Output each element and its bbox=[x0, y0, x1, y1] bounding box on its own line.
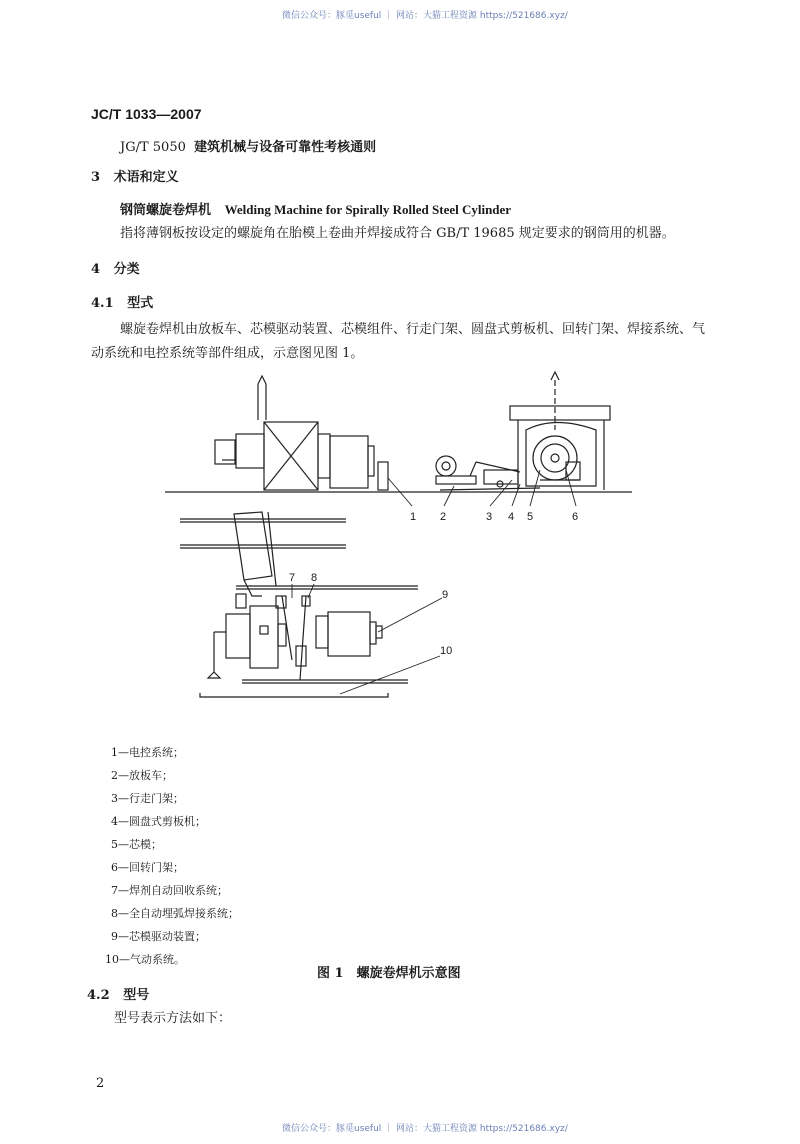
callout-1: 1 bbox=[410, 511, 417, 523]
callout-4: 4 bbox=[508, 511, 515, 523]
section-3-title: 术语和定义 bbox=[113, 170, 179, 185]
callout-7: 7 bbox=[289, 572, 296, 584]
section-4-1-paragraph-line-1: 螺旋卷焊机由放板车、芯模驱动装置、芯模组件、行走门架、圆盘式剪板机、回转门架、焊接系统、气 bbox=[120, 322, 706, 337]
legend-item: 9—芯模驱动装置； bbox=[111, 930, 206, 943]
plan-view-core-mold-drive bbox=[208, 606, 382, 678]
section-4-2-paragraph: 型号表示方法如下： bbox=[114, 1011, 232, 1026]
plan-view-rails bbox=[180, 519, 418, 683]
callout-2: 2 bbox=[440, 511, 447, 523]
callout-8: 8 bbox=[311, 572, 318, 584]
legend-item: 2—放板车； bbox=[111, 769, 173, 782]
callout-6: 6 bbox=[572, 511, 579, 523]
reference-code: JG/T 5050 bbox=[120, 140, 186, 155]
callout-3: 3 bbox=[486, 511, 493, 523]
legend-item: 1—电控系统； bbox=[111, 746, 184, 759]
legend-item: 6—回转门架； bbox=[111, 861, 184, 874]
section-4-2-heading bbox=[87, 984, 149, 1003]
core-mold-drive-elevation bbox=[215, 376, 388, 490]
legend-item: 10—气动系统。 bbox=[105, 953, 185, 966]
section-4-1-title: 型式 bbox=[127, 296, 154, 311]
section-3-number: 3 bbox=[91, 170, 101, 185]
section-4-2-number: 4.2 bbox=[87, 988, 110, 1003]
document-id: JC/T 1033—2007 bbox=[91, 106, 202, 122]
section-4-1-paragraph-line-2: 动系统和电控系统等部件组成，示意图见图 1。 bbox=[91, 346, 364, 361]
reference-title: 建筑机械与设备可靠性考核通则 bbox=[194, 140, 377, 155]
callout-10: 10 bbox=[440, 645, 453, 657]
watermark-top: 微信公众号：豚觅useful ｜ 网站：大猫工程资源 https://521686.xyz/ bbox=[282, 11, 568, 21]
legend-item: 7—焊剂自动回收系统； bbox=[111, 884, 228, 897]
figure-caption: 图 1 螺旋卷焊机示意图 bbox=[317, 966, 461, 981]
pneumatic-system-outline bbox=[200, 693, 388, 697]
legend-item: 8—全自动埋弧焊接系统； bbox=[111, 907, 239, 920]
term-cn: 钢筒螺旋卷焊机 bbox=[120, 203, 212, 218]
watermark-bottom: 微信公众号：豚觅useful ｜ 网站：大猫工程资源 https://521686.xyz/ bbox=[282, 1124, 568, 1134]
section-4-2-title: 型号 bbox=[123, 988, 150, 1003]
legend-item: 3—行走门架； bbox=[111, 792, 184, 805]
plate-feeding-car bbox=[436, 456, 540, 490]
plan-view-gantry bbox=[234, 512, 276, 608]
plan-view-welding-unit bbox=[276, 596, 310, 680]
rotating-gantry-elevation bbox=[510, 372, 610, 490]
legend-item: 5—芯模； bbox=[111, 838, 162, 851]
callout-9: 9 bbox=[442, 589, 449, 601]
term-definition: 指将薄钢板按设定的螺旋角在胎模上卷曲并焊接成符合 GB/T 19685 规定要求的钢筒用的机器。 bbox=[120, 226, 675, 241]
section-4-1-number: 4.1 bbox=[91, 296, 114, 311]
callout-leaders bbox=[292, 470, 579, 694]
section-4-number: 4 bbox=[91, 262, 101, 277]
legend-item: 4—圆盘式剪板机； bbox=[111, 815, 206, 828]
section-4-title: 分类 bbox=[113, 262, 140, 277]
term-en: Welding Machine for Spirally Rolled Steel Cylinder bbox=[224, 202, 512, 217]
page-number: 2 bbox=[96, 1076, 105, 1091]
callout-5: 5 bbox=[527, 511, 534, 523]
